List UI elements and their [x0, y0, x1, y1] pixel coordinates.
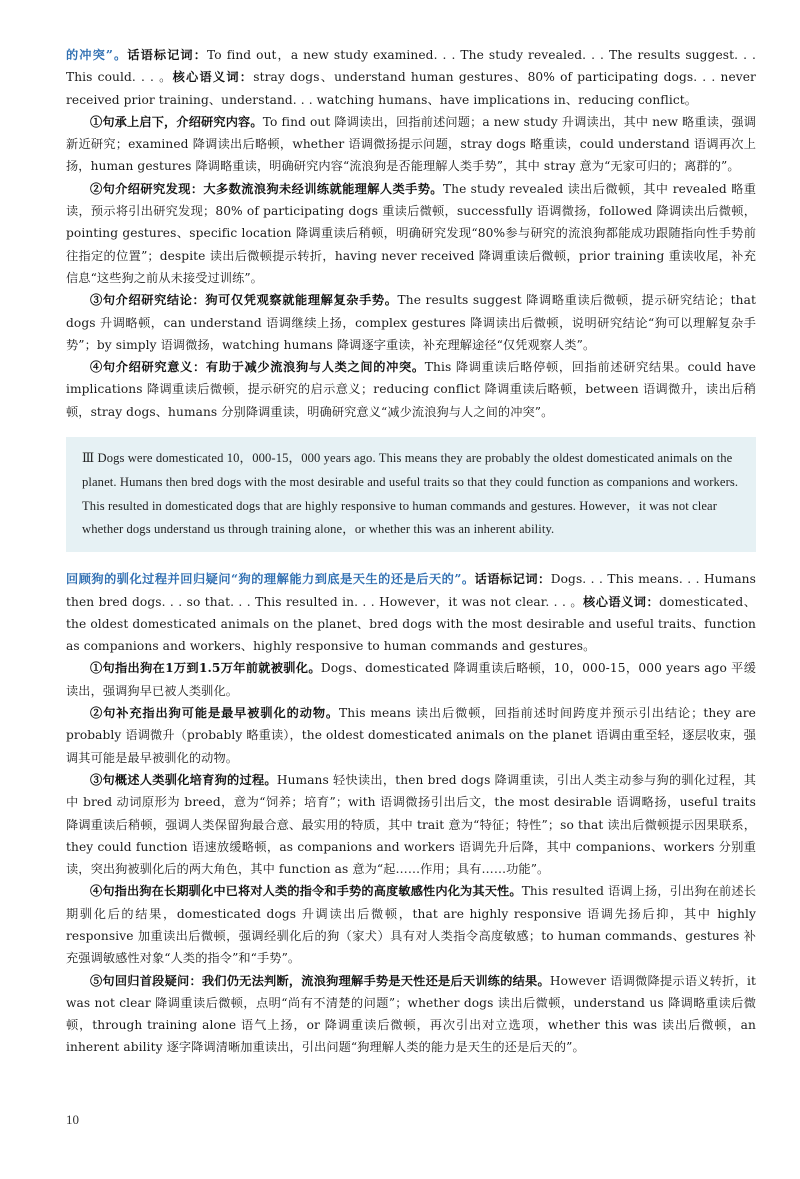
section-intro: [66, 568, 756, 657]
paragraph-head: 的冲突”。: [66, 48, 128, 62]
marker-text: Dogs. . . This means. . . Humans then bred dogs. . . so that. . . This resulted in. . . However，it was not clear. . . 。: [66, 572, 756, 609]
core-text: domesticated、the oldest domesticated animals on the planet、bred dogs with the most desirable and useful traits、function as companions and workers、highly responsive to human commands and gestures。: [66, 594, 756, 654]
analysis-lead: ④句指出狗在长期驯化中已将对人类的指令和手势的高度敏感性内化为其天性。: [90, 884, 522, 899]
section-head: 回顾狗的驯化过程并回归疑问“狗的理解能力到底是天生的还是后天的”。: [66, 572, 475, 587]
analysis-body: The study revealed 读出后微顿，其中 revealed 略重读，预示将引出研究发现；80% of participating dogs 重读后微顿，successfully 语调微扬，followed 降调读出后微顿，pointing gestures、specific location 降调重读后稍顿，明确研究发现“80%参与研究的流浪狗都能成功跟随指向性手势前往指定的位置”；despite 读出后微顿提示转折，having never received 降调重读后微顿，prior training 重读收尾，补充信息“这些狗之前从未接受过训练”。: [66, 181, 756, 285]
analysis-paragraph: [66, 880, 756, 969]
analysis-body: The results suggest 降调略重读后微顿，提示研究结论；that dogs 升调略顿，can understand 语调继续上扬，complex gestures 降调读出后微顿，说明研究结论“狗可以理解复杂手势”；by simply 语调微扬，watching humans 降调逐字重读，补充理解途径“仅凭观察人类”。: [66, 293, 756, 352]
analysis-paragraph: [66, 769, 756, 880]
marker-text: To find out，a new study examined. . . The study revealed. . . The results suggest. . . This could. . . 。: [66, 48, 756, 85]
analysis-lead: ②句介绍研究发现：大多数流浪狗未经训练就能理解人类手势。: [90, 181, 443, 196]
paragraph-continuation: [66, 44, 756, 111]
core-text: stray dogs、understand human gestures、80% of participating dogs. . . never received prior training、understand. . . watching humans、have implications in、reducing conflict。: [66, 70, 756, 107]
analysis-lead: ③句介绍研究结论：狗可仅凭观察就能理解复杂手势。: [90, 293, 398, 308]
analysis-paragraph: [66, 702, 756, 769]
passage-box: [66, 437, 756, 552]
core-label: 核心语义词：: [172, 70, 254, 85]
analysis-body: This resulted 语调上扬，引出狗在前述长期驯化后的结果，domesticated dogs 升调读出后微顿，that are highly responsive 语调先扬后抑，其中 highly responsive 加重读出后微顿，强调经驯化后的狗（家犬）具有对人类指令高度敏感；to human commands、gestures 补充强调敏感性对象“人类的指令”和“手势”。: [66, 884, 756, 966]
analysis-lead: ②句补充指出狗可能是最早被驯化的动物。: [90, 706, 340, 721]
analysis-body: This means 读出后微顿，回指前述时间跨度并预示引出结论；they are probably 语调微升（probably 略重读），the oldest domesticated animals on the planet 语调由重至轻，逐层收束，强调其可能是最早被驯化的动物。: [66, 706, 756, 765]
core-label: 核心语义词：: [583, 594, 660, 609]
analysis-body: To find out 降调读出，回指前述问题；a new study 升调读出，其中 new 略重读，强调新近研究；examined 降调读出后略顿，whether 语调微扬提示问题，stray dogs 略重读，could understand 语调再次上扬，human gestures 降调略重读，明确研究内容“流浪狗是否能理解人类手势”，其中 stray 意为“无家可归的；离群的”。: [66, 114, 756, 174]
analysis-lead: ⑤句回归首段疑问：我们仍无法判断，流浪狗理解手势是天性还是后天训练的结果。: [90, 973, 550, 988]
analysis-paragraph: [66, 289, 756, 356]
analysis-paragraph: [66, 111, 756, 178]
passage-text: Ⅲ Dogs were domesticated 10，000-15，000 years ago. This means they are probably the oldest domesticated animals on the planet. Humans then bred dogs with the most desirable and useful traits so that they could function as companions and workers. This resulted in domesticated dogs that are highly responsive to human commands and gestures. However，it was not clear whether dogs understand us through training alone，or whether this was an inherent ability.: [82, 451, 739, 537]
analysis-paragraph: [66, 356, 756, 423]
analysis-paragraph: [66, 178, 756, 289]
analysis-lead: ④句介绍研究意义：有助于减少流浪狗与人类之间的冲突。: [90, 360, 425, 375]
analysis-paragraph: [66, 657, 756, 702]
page-number: 10: [66, 1112, 79, 1127]
page-content: [66, 44, 756, 1059]
analysis-lead: ①句承上启下，介绍研究内容。: [90, 114, 263, 129]
analysis-lead: ①句指出狗在1万到1.5万年前就被驯化。: [90, 661, 321, 676]
analysis-body: This 降调重读后略停顿，回指前述研究结果。could have implications 降调重读后微顿，提示研究的启示意义；reducing conflict 降调重读后略顿，between 语调微升，读出后稍顿，stray dogs、humans 分别降调重读，明确研究意义“减少流浪狗与人之间的冲突”。: [66, 360, 756, 419]
analysis-body: Dogs、domesticated 降调重读后略顿，10，000-15，000 years ago 平缓读出，强调狗早已被人类驯化。: [66, 661, 756, 698]
analysis-body: However 语调微降提示语义转折，it was not clear 降调重读后微顿，点明“尚有不清楚的问题”；whether dogs 读出后微顿，understand us 降调略重读后微顿，through training alone 语气上扬，or 降调重读后微顿，再次引出对立选项，whether this was 读出后微顿，an inherent ability 逐字降调清晰加重读出，引出问题“狗理解人类的能力是天生的还是后天的”。: [66, 973, 756, 1055]
marker-label: 话语标记词：: [474, 572, 551, 587]
analysis-lead: ③句概述人类驯化培育狗的过程。: [90, 772, 277, 787]
analysis-paragraph: [66, 970, 756, 1059]
analysis-body: Humans 轻快读出，then bred dogs 降调重读，引出人类主动参与狗的驯化过程，其中 bred 动词原形为 breed，意为“饲养；培育”；with 语调微扬引出后文，the most desirable 语调略扬，useful traits 降调重读后稍顿，强调人类保留狗最合意、最实用的特质，其中 trait 意为“特征；特性”；so that 读出后微顿提示因果联系，they could function 语速放缓略顿，as companions and workers 语调先升后降，其中 companions、workers 分别重读，突出狗被驯化后的两大角色，其中 function as 意为“起……作用；具有……功能”。: [66, 772, 756, 877]
marker-label: 话语标记词：: [127, 48, 208, 62]
